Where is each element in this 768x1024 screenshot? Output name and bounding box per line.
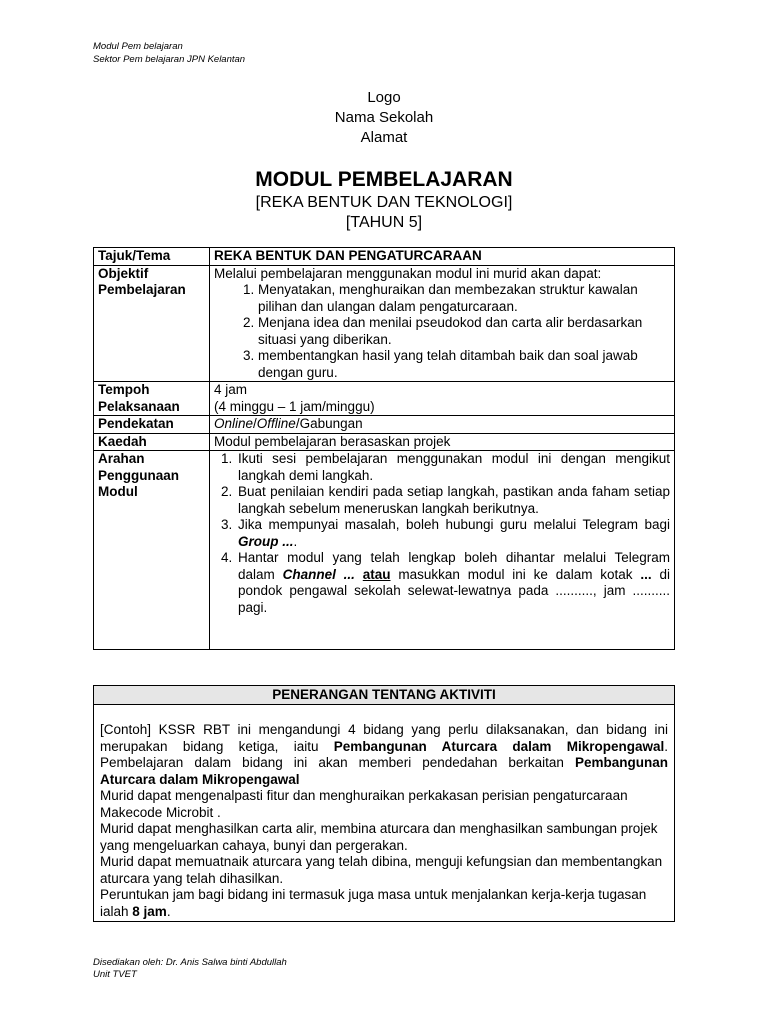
tempoh-label-line: Tempoh bbox=[98, 382, 150, 397]
tajuk-value: REKA BENTUK DAN PENGATURCARAAN bbox=[210, 248, 675, 266]
activity-text: . Pembelajaran dalam bidang ini akan memberi pendedahan berkaitan bbox=[100, 738, 669, 770]
module-info-table bbox=[93, 247, 675, 650]
activity-text: Peruntukan jam bagi bidang ini termasuk juga masa untuk menjalankan kerja-kerja tugasan ialah bbox=[100, 887, 647, 919]
table-row bbox=[94, 433, 675, 451]
list-item: 2. Buat penilaian kendiri pada setiap langkah, pastikan anda faham setiap langkah sebelum meneruskan langkah berikutnya. bbox=[236, 484, 670, 517]
table-row bbox=[94, 451, 675, 650]
list-item: 1. Ikuti sesi pembelajaran menggunakan modul ini dengan mengikut langkah demi langkah. bbox=[236, 451, 670, 484]
header-line-2: Sektor Pem belajaran JPN Kelantan bbox=[93, 54, 246, 65]
table-row bbox=[94, 416, 675, 434]
arahan-4-mid: masukkan modul ini ke dalam kotak bbox=[390, 566, 641, 582]
school-block bbox=[0, 88, 768, 148]
objektif-list bbox=[214, 282, 670, 381]
list-item bbox=[236, 517, 670, 550]
activity-body bbox=[94, 705, 674, 921]
objektif-label-line: Pembelajaran bbox=[98, 282, 186, 297]
arahan-list bbox=[214, 451, 670, 616]
arahan-3-text: Jika mempunyai masalah, boleh hubungi guru melalui Telegram bagi bbox=[238, 517, 670, 532]
telegram-channel-ref: Channel ... bbox=[282, 566, 355, 582]
arahan-label-line: Penggunaan bbox=[98, 467, 180, 483]
list-item: 1. Menyatakan, menghuraikan dan membezakan struktur kawalan pilihan dan ulangan dalam pengaturcaraan. bbox=[258, 282, 670, 315]
kaedah-value: Modul pembelajaran berasaskan projek bbox=[210, 433, 675, 451]
pendekatan-label: Pendekatan bbox=[94, 416, 210, 434]
list-item: 2. Menjana idea dan menilai pseudokod dan carta alir berdasarkan situasi yang diberikan. bbox=[258, 315, 670, 348]
activity-paragraph-4: Murid dapat memuatnaik aturcara yang telah dibina, menguji kefungsian dan membentangkan aturcara yang telah dihasilkan. bbox=[100, 854, 663, 886]
activity-heading: PENERANGAN TENTANG AKTIVITI bbox=[94, 686, 674, 705]
module-title: MODUL PEMBELAJARAN bbox=[255, 168, 513, 191]
atau-emphasis: atau bbox=[362, 566, 391, 582]
objektif-label-line: Objektif bbox=[98, 265, 149, 281]
tajuk-label: Tajuk/Tema bbox=[94, 248, 210, 266]
arahan-3-end: . bbox=[293, 533, 298, 549]
header-line-1: Modul Pem belajaran bbox=[93, 41, 183, 52]
arahan-4-text: Hantar modul yang telah lengkap boleh dihantar melalui Telegram dalam bbox=[238, 550, 670, 582]
tempoh-label bbox=[94, 382, 210, 416]
objektif-value bbox=[210, 265, 675, 382]
footer-author: Disediakan oleh: Dr. Anis Salwa binti Abdullah bbox=[93, 957, 287, 968]
activity-text: . bbox=[166, 903, 171, 919]
subject-title: [REKA BENTUK DAN TEKNOLOGI] bbox=[255, 194, 513, 211]
kaedah-label: Kaedah bbox=[94, 433, 210, 451]
activity-paragraph-1 bbox=[100, 722, 668, 788]
arahan-4-space bbox=[355, 567, 363, 582]
year-title: [TAHUN 5] bbox=[345, 214, 423, 231]
table-row bbox=[94, 248, 675, 266]
tempoh-value bbox=[210, 382, 675, 416]
page-footer bbox=[93, 957, 287, 981]
activity-bold-topic: Pembangunan Aturcara dalam Mikropengawal bbox=[333, 738, 665, 754]
school-address: Alamat bbox=[360, 129, 408, 146]
arahan-label-line: Modul bbox=[98, 484, 138, 499]
logo-placeholder: Logo bbox=[367, 89, 401, 106]
arahan-4-end: di pondok pengawal sekolah selewat-lewatnya pada .........., jam .......... pagi. bbox=[238, 566, 670, 615]
list-item: 3. membentangkan hasil yang telah ditambah baik dan soal jawab dengan guru. bbox=[258, 348, 670, 381]
table-row bbox=[94, 265, 675, 382]
pendekatan-gabungan: Gabungan bbox=[299, 416, 363, 431]
table-row bbox=[94, 382, 675, 416]
objektif-label bbox=[94, 265, 210, 382]
activity-hours: 8 jam bbox=[132, 903, 167, 919]
kotak-placeholder: ... bbox=[640, 566, 652, 582]
activity-paragraph-3: Murid dapat menghasilkan carta alir, membina aturcara dan menghasilkan sambungan projek yang mengeluarkan cahaya, bunyi dan pergerakan. bbox=[100, 821, 658, 853]
pendekatan-slash: / bbox=[253, 416, 257, 431]
arahan-value bbox=[210, 451, 675, 650]
school-name: Nama Sekolah bbox=[334, 109, 434, 126]
pendekatan-value bbox=[210, 416, 675, 434]
module-title-block bbox=[0, 167, 768, 233]
activity-text: [Contoh] KSSR RBT ini mengandungi 4 bidang yang perlu dilaksanakan, dan bidang ini merupakan bidang ketiga, iaitu bbox=[100, 722, 668, 754]
activity-paragraph-2: Murid dapat mengenalpasti fitur dan menghuraikan perkakasan perisian pengaturcaraan Makecode Microbit . bbox=[100, 788, 628, 820]
tempoh-label-line: Pelaksanaan bbox=[98, 398, 180, 414]
activity-bold-topic: Pembangunan Aturcara dalam Mikropengawal bbox=[100, 755, 668, 787]
pendekatan-online: Online bbox=[214, 416, 254, 431]
list-item bbox=[236, 550, 670, 616]
tempoh-weeks: (4 minggu – 1 jam/minggu) bbox=[214, 398, 375, 414]
page-header bbox=[93, 40, 245, 66]
objektif-intro: Melalui pembelajaran menggunakan modul ini murid akan dapat: bbox=[214, 265, 602, 281]
telegram-group-ref: Group ... bbox=[238, 533, 294, 549]
arahan-label bbox=[94, 451, 210, 650]
activity-paragraph-5 bbox=[100, 887, 668, 920]
pendekatan-slash: / bbox=[295, 416, 300, 431]
pendekatan-offline: Offline bbox=[256, 416, 296, 431]
tempoh-hours: 4 jam bbox=[214, 382, 248, 397]
arahan-label-line: Arahan bbox=[98, 451, 145, 466]
activity-box bbox=[93, 685, 675, 922]
footer-unit: Unit TVET bbox=[93, 969, 137, 980]
